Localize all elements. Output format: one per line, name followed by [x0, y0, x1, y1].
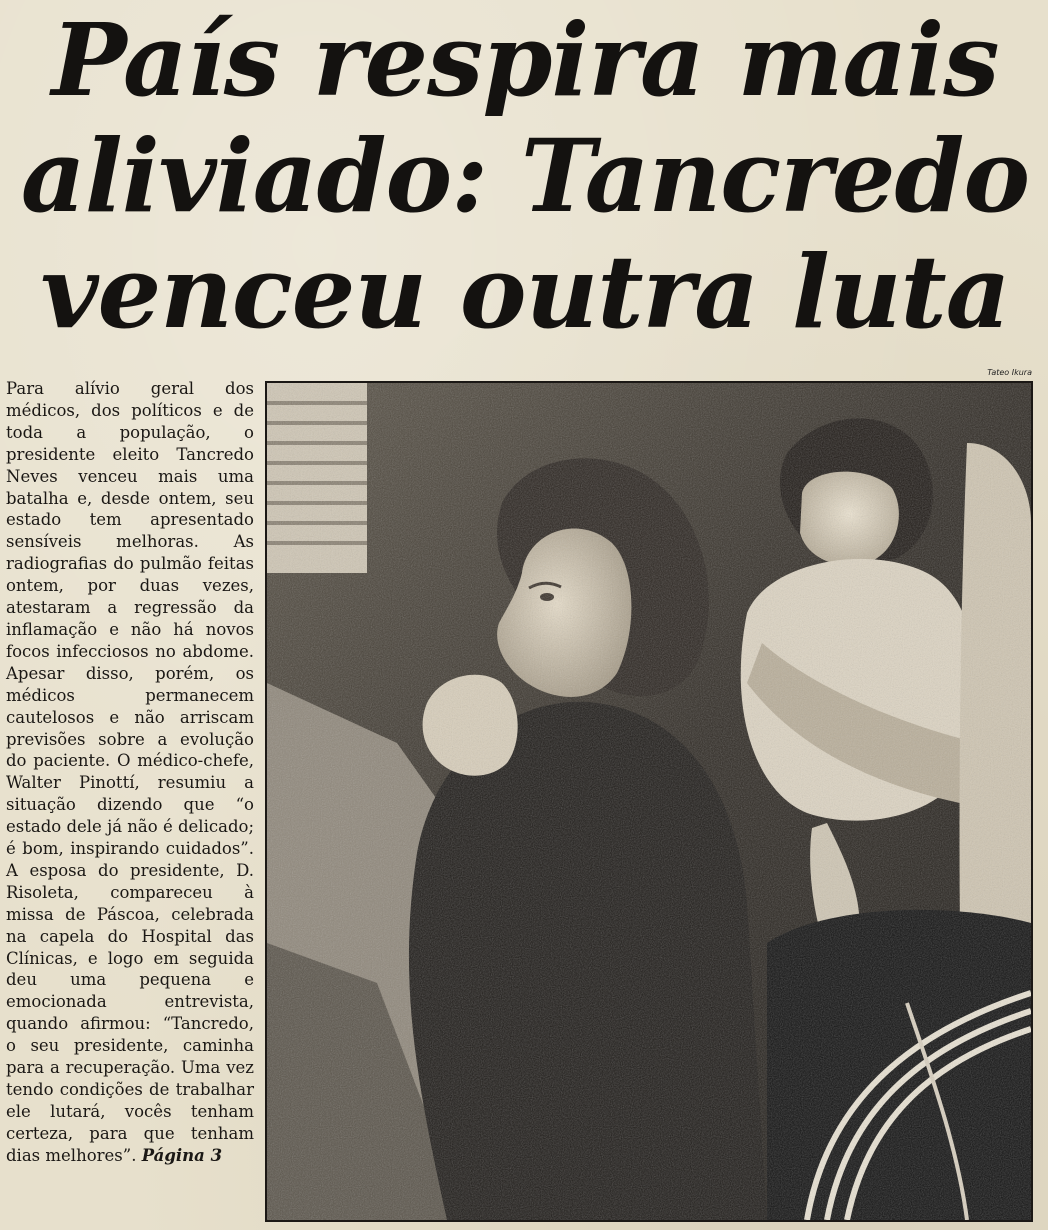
- news-photo: [265, 381, 1033, 1222]
- headline-line-1: País respira mais: [51, 1, 999, 119]
- article-body: [6, 378, 254, 1167]
- headline-line-3: venceu outra luta: [40, 233, 1010, 351]
- headline: [10, 2, 1040, 350]
- page-reference: Página 3: [141, 1145, 223, 1165]
- article-text: Para alívio geral dos médicos, dos políticos e de toda a população, o presidente eleito Tancredo Neves venceu mais uma batalha e, desde ontem, seu estado tem apresentado sensíveis melhoras. As radiografias do pulmão feitas ontem, por duas vezes, atestaram a regressão da inflamação e não há novos focos infecciosos no abdome. Apesar disso, porém, os médicos permanecem cautelosos e não arriscam previsões sobre a evolução do paciente. O médico-chefe, Walter Pinottí, resumiu a situação dizendo que “o estado dele já não é delicado; é bom, inspirando cuidados”. A esposa do presidente, D. Risoleta, compareceu à missa de Páscoa, celebrada na capela do Hospital das Clínicas, e logo em seguida deu uma pequena e emocionada entrevista, quando afirmou: “Tancredo, o seu presidente, caminha para a recuperação. Uma vez tendo condições de trabalhar ele lutará, vocês tenham certeza, para que tenham dias melhores”.: [6, 379, 254, 1165]
- photo-credit: Tateo Ikura: [987, 368, 1032, 377]
- photo-illustration: [267, 383, 1031, 1220]
- headline-line-2: aliviado: Tancredo: [20, 117, 1030, 235]
